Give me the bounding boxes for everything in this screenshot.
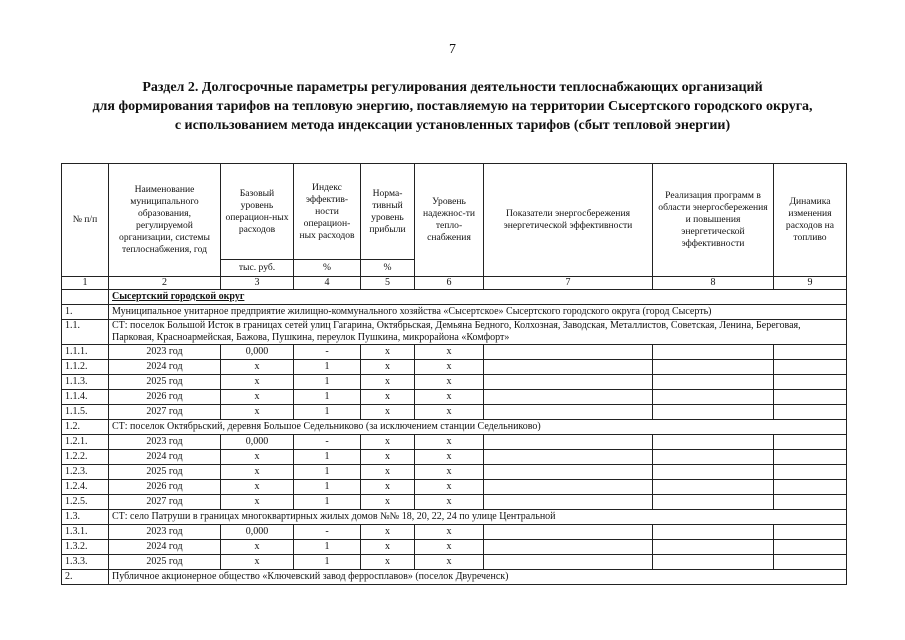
year-row	[62, 375, 847, 390]
base-opex-value: 0,000	[221, 525, 294, 540]
base-opex-value: х	[221, 555, 294, 570]
energy-saving-value	[484, 375, 653, 390]
energy-saving-value	[484, 390, 653, 405]
programs-value	[653, 465, 774, 480]
col-header-energy-saving: Показатели энергосбережения энергетической эффективности	[484, 164, 653, 277]
programs-value	[653, 525, 774, 540]
year: 2025 год	[109, 555, 221, 570]
heading-line-1: Раздел 2. Долгосрочные параметры регулирования деятельности теплоснабжающих организаций	[142, 80, 763, 95]
col-header-number: № п/п	[62, 164, 109, 277]
profit-level-value: х	[361, 345, 415, 360]
system-row	[62, 510, 847, 525]
energy-saving-value	[484, 345, 653, 360]
energy-saving-value	[484, 465, 653, 480]
reliability-value: х	[415, 480, 484, 495]
col-number: 3	[221, 277, 294, 290]
energy-saving-value	[484, 525, 653, 540]
year: 2025 год	[109, 375, 221, 390]
parameters-table	[61, 163, 847, 585]
year-row	[62, 390, 847, 405]
efficiency-index-value: -	[294, 435, 361, 450]
col-number: 2	[109, 277, 221, 290]
programs-value	[653, 375, 774, 390]
col-header-name: Наименование муниципального образования, регулируемой организации, системы теплоснабжения, год	[109, 164, 221, 277]
unit-base-opex: тыс. руб.	[221, 260, 294, 277]
profit-level-value: х	[361, 390, 415, 405]
base-opex-value: х	[221, 375, 294, 390]
programs-value	[653, 540, 774, 555]
year-row	[62, 405, 847, 420]
efficiency-index-value: -	[294, 525, 361, 540]
row-number: 1.1.1.	[62, 345, 109, 360]
programs-value	[653, 450, 774, 465]
col-header-fuel-dynamics: Динамика изменения расходов на топливо	[774, 164, 847, 277]
year: 2026 год	[109, 480, 221, 495]
year: 2026 год	[109, 390, 221, 405]
row-number: 1.2.1.	[62, 435, 109, 450]
profit-level-value: х	[361, 405, 415, 420]
row-number: 1.	[62, 305, 109, 320]
profit-level-value: х	[361, 540, 415, 555]
year: 2027 год	[109, 495, 221, 510]
col-header-efficiency-index: Индекс эффектив-ности операцион-ных расходов	[294, 164, 361, 260]
year: 2024 год	[109, 450, 221, 465]
base-opex-value: х	[221, 360, 294, 375]
year: 2023 год	[109, 435, 221, 450]
base-opex-value: х	[221, 390, 294, 405]
fuel-dynamics-value	[774, 495, 847, 510]
system-name: СТ: село Патруши в границах многоквартирных жилых домов №№ 18, 20, 22, 24 по улице Центральной	[109, 510, 847, 525]
row-number: 1.3.3.	[62, 555, 109, 570]
year-row	[62, 525, 847, 540]
year: 2027 год	[109, 405, 221, 420]
row-number: 1.1.	[62, 320, 109, 345]
efficiency-index-value: 1	[294, 480, 361, 495]
base-opex-value: 0,000	[221, 435, 294, 450]
efficiency-index-value: 1	[294, 465, 361, 480]
profit-level-value: х	[361, 465, 415, 480]
organization-row	[62, 570, 847, 585]
unit-profit-level: %	[361, 260, 415, 277]
system-row	[62, 320, 847, 345]
reliability-value: х	[415, 375, 484, 390]
profit-level-value: х	[361, 480, 415, 495]
row-number: 1.1.5.	[62, 405, 109, 420]
reliability-value: х	[415, 435, 484, 450]
row-number: 1.2.2.	[62, 450, 109, 465]
row-number: 2.	[62, 570, 109, 585]
col-number: 9	[774, 277, 847, 290]
programs-value	[653, 405, 774, 420]
fuel-dynamics-value	[774, 345, 847, 360]
energy-saving-value	[484, 540, 653, 555]
fuel-dynamics-value	[774, 540, 847, 555]
efficiency-index-value: 1	[294, 555, 361, 570]
year: 2023 год	[109, 525, 221, 540]
reliability-value: х	[415, 450, 484, 465]
row-number: 1.2.4.	[62, 480, 109, 495]
efficiency-index-value: 1	[294, 375, 361, 390]
base-opex-value: 0,000	[221, 345, 294, 360]
col-number: 4	[294, 277, 361, 290]
year-row	[62, 555, 847, 570]
row-number: 1.1.2.	[62, 360, 109, 375]
row-number: 1.3.2.	[62, 540, 109, 555]
efficiency-index-value: 1	[294, 495, 361, 510]
year-row	[62, 465, 847, 480]
efficiency-index-value: -	[294, 345, 361, 360]
fuel-dynamics-value	[774, 450, 847, 465]
col-header-programs: Реализация программ в области энергосбережения и повышения энергетической эффективности	[653, 164, 774, 277]
col-number: 6	[415, 277, 484, 290]
energy-saving-value	[484, 405, 653, 420]
energy-saving-value	[484, 555, 653, 570]
year-row	[62, 480, 847, 495]
profit-level-value: х	[361, 435, 415, 450]
col-header-reliability: Уровень надежнос-ти тепло-снабжения	[415, 164, 484, 277]
col-header-base-opex: Базовый уровень операцион-ных расходов	[221, 164, 294, 260]
programs-value	[653, 345, 774, 360]
section-heading	[0, 78, 905, 135]
base-opex-value: х	[221, 450, 294, 465]
fuel-dynamics-value	[774, 375, 847, 390]
reliability-value: х	[415, 495, 484, 510]
page-number: 7	[449, 42, 456, 57]
year-row	[62, 345, 847, 360]
year-row	[62, 360, 847, 375]
reliability-value: х	[415, 360, 484, 375]
energy-saving-value	[484, 450, 653, 465]
energy-saving-value	[484, 480, 653, 495]
organization-name: Публичное акционерное общество «Ключевский завод ферросплавов» (поселок Двуреченск)	[109, 570, 847, 585]
fuel-dynamics-value	[774, 555, 847, 570]
programs-value	[653, 495, 774, 510]
organization-row	[62, 305, 847, 320]
heading-line-2: для формирования тарифов на тепловую энергию, поставляемую на территории Сысертского городского округа,	[92, 99, 813, 114]
programs-value	[653, 435, 774, 450]
energy-saving-value	[484, 435, 653, 450]
district-name: Сысертский городской округ	[109, 290, 847, 305]
base-opex-value: х	[221, 405, 294, 420]
programs-value	[653, 555, 774, 570]
base-opex-value: х	[221, 495, 294, 510]
profit-level-value: х	[361, 495, 415, 510]
energy-saving-value	[484, 360, 653, 375]
year-row	[62, 540, 847, 555]
col-number: 7	[484, 277, 653, 290]
col-number: 8	[653, 277, 774, 290]
fuel-dynamics-value	[774, 435, 847, 450]
reliability-value: х	[415, 390, 484, 405]
programs-value	[653, 360, 774, 375]
year: 2024 год	[109, 360, 221, 375]
profit-level-value: х	[361, 450, 415, 465]
row-number: 1.2.3.	[62, 465, 109, 480]
col-number: 5	[361, 277, 415, 290]
fuel-dynamics-value	[774, 480, 847, 495]
year-row	[62, 495, 847, 510]
efficiency-index-value: 1	[294, 405, 361, 420]
profit-level-value: х	[361, 525, 415, 540]
profit-level-value: х	[361, 555, 415, 570]
fuel-dynamics-value	[774, 525, 847, 540]
energy-saving-value	[484, 495, 653, 510]
reliability-value: х	[415, 405, 484, 420]
col-number: 1	[62, 277, 109, 290]
reliability-value: х	[415, 345, 484, 360]
unit-efficiency-index: %	[294, 260, 361, 277]
heading-line-3: с использованием метода индексации установленных тарифов (сбыт тепловой энергии)	[174, 118, 731, 133]
col-header-profit-level: Норма-тивный уровень прибыли	[361, 164, 415, 260]
system-name: СТ: поселок Большой Исток в границах сетей улиц Гагарина, Октябрьская, Демьяна Бедного, Колхозная, Заводская, Металлистов, Советская, Ленина, Береговая, Парковая, Красноармейская, Бажова, Пушкина, переулок Пушкина, микрорайона «Комфорт»	[109, 320, 847, 345]
reliability-value: х	[415, 525, 484, 540]
programs-value	[653, 390, 774, 405]
base-opex-value: х	[221, 480, 294, 495]
efficiency-index-value: 1	[294, 540, 361, 555]
base-opex-value: х	[221, 540, 294, 555]
profit-level-value: х	[361, 375, 415, 390]
row-number: 1.3.1.	[62, 525, 109, 540]
base-opex-value: х	[221, 465, 294, 480]
system-row	[62, 420, 847, 435]
reliability-value: х	[415, 465, 484, 480]
row-number: 1.2.	[62, 420, 109, 435]
year-row	[62, 435, 847, 450]
programs-value	[653, 480, 774, 495]
efficiency-index-value: 1	[294, 450, 361, 465]
fuel-dynamics-value	[774, 360, 847, 375]
reliability-value: х	[415, 540, 484, 555]
profit-level-value: х	[361, 360, 415, 375]
row-number: 1.3.	[62, 510, 109, 525]
year: 2025 год	[109, 465, 221, 480]
year: 2023 год	[109, 345, 221, 360]
organization-name: Муниципальное унитарное предприятие жилищно-коммунального хозяйства «Сысертское» Сысертского городского округа (город Сысерть)	[109, 305, 847, 320]
fuel-dynamics-value	[774, 405, 847, 420]
fuel-dynamics-value	[774, 465, 847, 480]
system-name: СТ: поселок Октябрьский, деревня Большое Седельниково (за исключением станции Седельниково)	[109, 420, 847, 435]
efficiency-index-value: 1	[294, 360, 361, 375]
row-number: 1.2.5.	[62, 495, 109, 510]
efficiency-index-value: 1	[294, 390, 361, 405]
column-numbers-row	[62, 277, 847, 290]
row-number: 1.1.4.	[62, 390, 109, 405]
district-row	[62, 290, 847, 305]
year-row	[62, 450, 847, 465]
reliability-value: х	[415, 555, 484, 570]
row-number: 1.1.3.	[62, 375, 109, 390]
year: 2024 год	[109, 540, 221, 555]
fuel-dynamics-value	[774, 390, 847, 405]
